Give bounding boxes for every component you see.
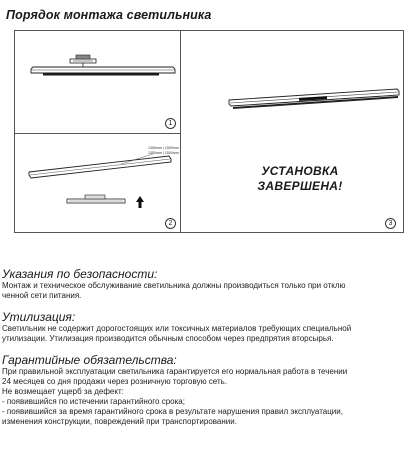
instructions-text xyxy=(2,268,415,427)
warranty-heading: Гарантийные обязательства: xyxy=(2,353,177,367)
dimension-label-2: 1350mm | 1500mm xyxy=(148,151,179,155)
warranty-line-6: изменения конструкции, повреждений при транспортировании. xyxy=(2,417,237,426)
disposal-line-1: Светильник не содержит дорогостоящих или токсичных материалов требующих специальной xyxy=(2,324,352,333)
installation-complete-text xyxy=(230,164,370,194)
installation-diagram xyxy=(14,30,404,233)
warranty-line-1: При правильной эксплуатации светильника гарантируется его нормальная работа в течении xyxy=(2,367,348,376)
safety-line-1: Монтаж и техническое обслуживание светильника должны производиться только при отклю xyxy=(2,281,346,290)
step3-illustration xyxy=(181,31,405,232)
light-fixture-bar xyxy=(31,67,175,76)
step-number-2: 2 xyxy=(165,218,176,229)
installation-complete-line2: ЗАВЕРШЕНА! xyxy=(257,179,343,193)
warranty-line-2: 24 месяцев со дня продажи через розничную торговую сеть. xyxy=(2,377,228,386)
warranty-line-5: - появившийся за время гарантийного срока в результате нарушения правил эксплуатации, xyxy=(2,407,343,416)
dimension-label-1: 1350mm | 1500mm xyxy=(148,146,179,150)
mounting-rail xyxy=(67,195,125,203)
installation-complete-line1: УСТАНОВКА xyxy=(261,164,339,178)
step-number-1: 1 xyxy=(165,118,176,129)
disposal-heading: Утилизация: xyxy=(2,310,76,324)
tilted-light-fixture xyxy=(29,156,171,178)
up-arrow-icon xyxy=(136,196,144,208)
safety-line-2: ченной сети питания. xyxy=(2,291,82,300)
step-number-3: 3 xyxy=(385,218,396,229)
warranty-line-3: Не возмещает ущерб за дефект: xyxy=(2,387,124,396)
installed-light-fixture xyxy=(229,89,399,109)
warranty-line-4: - появившийся по истечении гарантийного срока; xyxy=(2,397,185,406)
disposal-line-2: утилизации. Утилизация производится обычным способом через предпрятия вторсырья. xyxy=(2,334,334,343)
track-connector-top xyxy=(70,55,96,63)
step1-illustration xyxy=(15,31,180,133)
page-title: Порядок монтажа светильника xyxy=(6,8,212,22)
safety-heading: Указания по безопасности: xyxy=(2,267,158,281)
